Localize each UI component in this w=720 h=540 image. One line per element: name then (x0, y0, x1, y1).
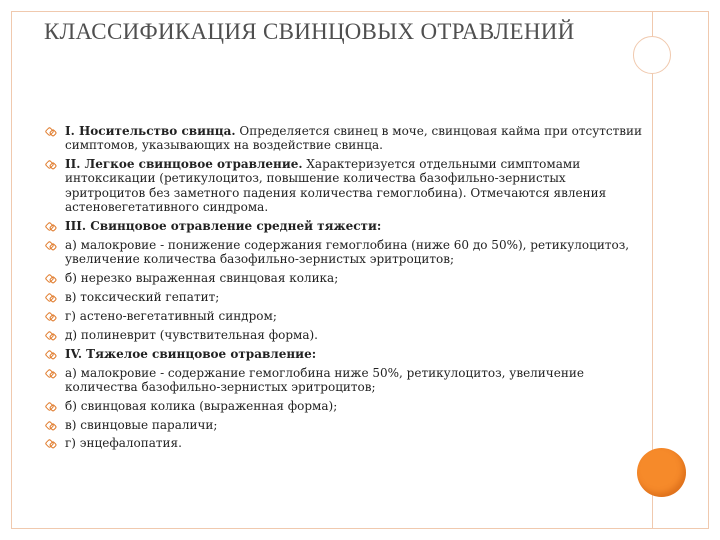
list-item (44, 219, 644, 233)
bullet-icon (45, 330, 55, 340)
item-text: Определяется свинец в моче, свинцовая кайма при отсутствии симптомов, указывающих на воздействие свинца. (65, 124, 643, 153)
decorative-circle-bottom (637, 448, 686, 497)
classification-list (44, 124, 644, 455)
list-item (44, 399, 644, 413)
bullet-icon (45, 439, 55, 449)
item-text: б) нерезко выраженная свинцовая колика; (65, 271, 339, 286)
bullet-icon (45, 420, 55, 430)
list-item (44, 271, 644, 285)
item-text: Характеризуется отдельными симптомами интоксикации (ретикулоцитоз, повышение количества базофильно-зернистых эритроцитов без заметного падения количества гемоглобина). Отмечаются явления астеновегетативного синдрома. (65, 157, 607, 215)
bullet-icon (45, 368, 55, 378)
list-item (44, 290, 644, 304)
item-text: г) астено-вегетативный синдром; (65, 308, 277, 323)
item-heading: I. Носительство свинца. (65, 124, 236, 138)
item-heading: IV. Тяжелое свинцовое отравление: (65, 346, 317, 361)
bullet-icon (45, 292, 55, 302)
list-item (44, 418, 644, 432)
list-item (44, 347, 644, 361)
bullet-icon (45, 274, 55, 284)
list-item (44, 328, 644, 342)
item-text: г) энцефалопатия. (65, 436, 182, 451)
bullet-icon (45, 401, 55, 411)
list-item (44, 366, 644, 395)
list-item (44, 124, 644, 153)
decorative-circle-top (633, 36, 671, 74)
item-text: а) малокровие - понижение содержания гемоглобина (ниже 60 до 50%), ретикулоцитоз, увеличение количества базофильно-зернистых эритроцитов; (65, 237, 630, 267)
item-text: а) малокровие - содержание гемоглобина ниже 50%, ретикулоцитоз, увеличение количества базофильно-зернистых эритроцитов; (65, 365, 584, 394)
item-heading: III. Свинцовое отравление средней тяжести: (65, 218, 382, 233)
slide-title: КЛАССИФИКАЦИЯ СВИНЦОВЫХ ОТРАВЛЕНИЙ (44, 19, 575, 44)
bullet-icon (45, 240, 55, 250)
item-text: в) свинцовые параличи; (65, 417, 218, 432)
list-item (44, 157, 644, 214)
bullet-icon (45, 127, 55, 137)
list-item (44, 309, 644, 323)
list-item (44, 238, 644, 267)
item-text: в) токсический гепатит; (65, 289, 220, 304)
bullet-icon (45, 311, 55, 321)
item-text: б) свинцовая колика (выраженная форма); (65, 398, 338, 413)
item-text: д) полиневрит (чувствительная форма). (65, 327, 318, 342)
bullet-icon (45, 160, 55, 170)
item-heading: II. Легкое свинцовое отравление. (65, 157, 303, 172)
list-item (44, 436, 644, 450)
bullet-icon (45, 349, 55, 359)
bullet-icon (45, 222, 55, 232)
